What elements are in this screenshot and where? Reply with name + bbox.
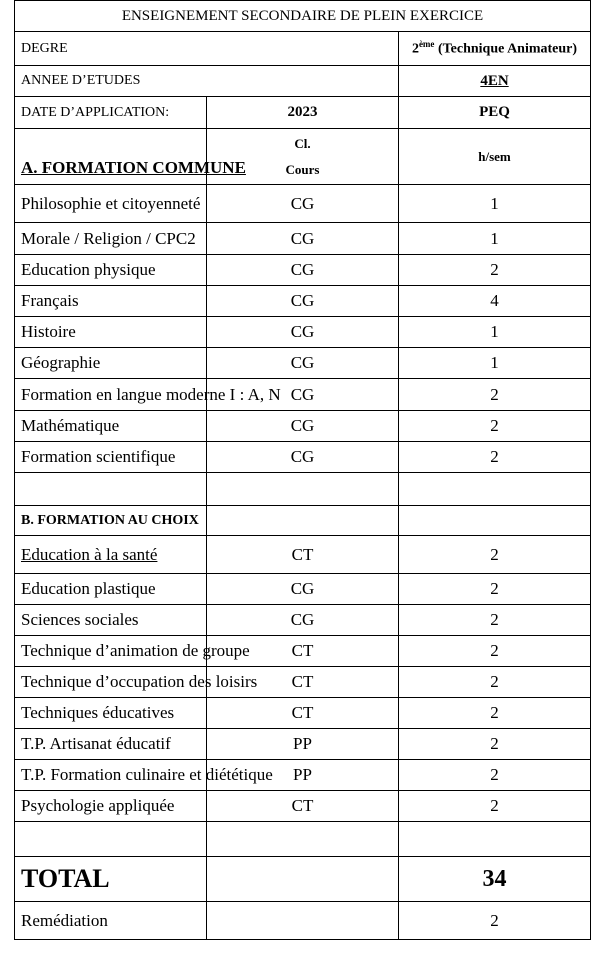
course-hours: 1: [399, 348, 591, 379]
course-class: PP: [207, 729, 399, 760]
table-row: [15, 667, 591, 698]
course-class: PP: [207, 760, 399, 791]
section-a-title: A. FORMATION COMMUNE: [15, 129, 207, 185]
course-hours: 2: [399, 729, 591, 760]
degre-value: 2ème (Technique Animateur): [399, 32, 591, 66]
course-name: T.P. Formation culinaire et diététique: [15, 760, 207, 791]
table-row: [15, 255, 591, 286]
degre-label: DEGRE: [15, 32, 399, 66]
course-name: Technique d’animation de groupe: [15, 636, 207, 667]
table-row: [15, 286, 591, 317]
course-class: CG: [207, 223, 399, 255]
course-hours: 2: [399, 574, 591, 605]
table-row: [15, 536, 591, 574]
section-b-body: [15, 536, 591, 822]
course-class: CG: [207, 605, 399, 636]
course-hours: 2: [399, 791, 591, 822]
total-value: 34: [399, 857, 591, 902]
date-row: [15, 97, 591, 129]
table-row: [15, 605, 591, 636]
course-name: Sciences sociales: [15, 605, 207, 636]
course-hours: 2: [399, 760, 591, 791]
course-hours: 2: [399, 536, 591, 574]
course-name: Formation en langue moderne I : A, N: [15, 379, 207, 411]
course-hours: 2: [399, 379, 591, 411]
course-class: CG: [207, 317, 399, 348]
grille-horaire-table: [14, 0, 591, 940]
spacer-row: [15, 473, 591, 506]
table-title: ENSEIGNEMENT SECONDAIRE DE PLEIN EXERCICE: [15, 1, 591, 32]
course-hours: 2: [399, 698, 591, 729]
course-name: Philosophie et citoyenneté: [15, 185, 207, 223]
course-hours: 2: [399, 636, 591, 667]
table-row: [15, 223, 591, 255]
remediation-value: 2: [399, 902, 591, 940]
course-hours: 2: [399, 255, 591, 286]
peq-label: PEQ: [399, 97, 591, 129]
course-name: Français: [15, 286, 207, 317]
remediation-label: Remédiation: [15, 902, 207, 940]
table-row: [15, 574, 591, 605]
remediation-row: [15, 902, 591, 940]
table-row: [15, 379, 591, 411]
course-hours: 2: [399, 442, 591, 473]
course-class: CG: [207, 286, 399, 317]
course-class: CT: [207, 698, 399, 729]
course-class: CT: [207, 636, 399, 667]
course-name: Mathématique: [15, 411, 207, 442]
course-hours: 1: [399, 317, 591, 348]
course-name: Technique d’occupation des loisirs: [15, 667, 207, 698]
section-a-header-row: [15, 129, 591, 185]
section-b-header-row: [15, 506, 591, 536]
course-name: Education physique: [15, 255, 207, 286]
table-row: [15, 348, 591, 379]
table-row: [15, 411, 591, 442]
table-row: [15, 442, 591, 473]
table-row: [15, 791, 591, 822]
table-row: [15, 185, 591, 223]
course-name: Techniques éducatives: [15, 698, 207, 729]
course-name: T.P. Artisanat éducatif: [15, 729, 207, 760]
course-name: Psychologie appliquée: [15, 791, 207, 822]
course-class: CG: [207, 255, 399, 286]
date-label: DATE D’APPLICATION:: [15, 97, 207, 129]
course-hours: 1: [399, 223, 591, 255]
course-name: Géographie: [15, 348, 207, 379]
course-hours: 2: [399, 667, 591, 698]
hours-column-header: h/sem: [399, 129, 591, 185]
section-b-title: B. FORMATION AU CHOIX: [15, 506, 207, 536]
table-row: [15, 317, 591, 348]
annee-value: 4EN: [399, 66, 591, 97]
course-name: Morale / Religion / CPC2: [15, 223, 207, 255]
annee-row: [15, 66, 591, 97]
table-row: [15, 698, 591, 729]
course-class: CT: [207, 791, 399, 822]
course-hours: 4: [399, 286, 591, 317]
course-class: CG: [207, 379, 399, 411]
course-name: Education plastique: [15, 574, 207, 605]
total-label: TOTAL: [15, 857, 207, 902]
annee-label: ANNEE D’ETUDES: [15, 66, 399, 97]
course-name: Formation scientifique: [15, 442, 207, 473]
course-class: CG: [207, 411, 399, 442]
table-row: [15, 760, 591, 791]
course-hours: 2: [399, 411, 591, 442]
course-class: CT: [207, 667, 399, 698]
course-name: Histoire: [15, 317, 207, 348]
course-class: CT: [207, 536, 399, 574]
date-value: 2023: [207, 97, 399, 129]
spacer-row: [15, 822, 591, 857]
course-name: Education à la santé: [15, 536, 207, 574]
course-hours: 2: [399, 605, 591, 636]
course-class: CG: [207, 442, 399, 473]
course-class: CG: [207, 574, 399, 605]
total-row: [15, 857, 591, 902]
course-class: CG: [207, 348, 399, 379]
course-hours: 1: [399, 185, 591, 223]
section-a-body: [15, 185, 591, 473]
course-class: CG: [207, 185, 399, 223]
table-row: [15, 729, 591, 760]
degre-row: [15, 32, 591, 66]
title-row: [15, 1, 591, 32]
table-row: [15, 636, 591, 667]
class-column-header: Cl. Cours: [207, 129, 399, 185]
